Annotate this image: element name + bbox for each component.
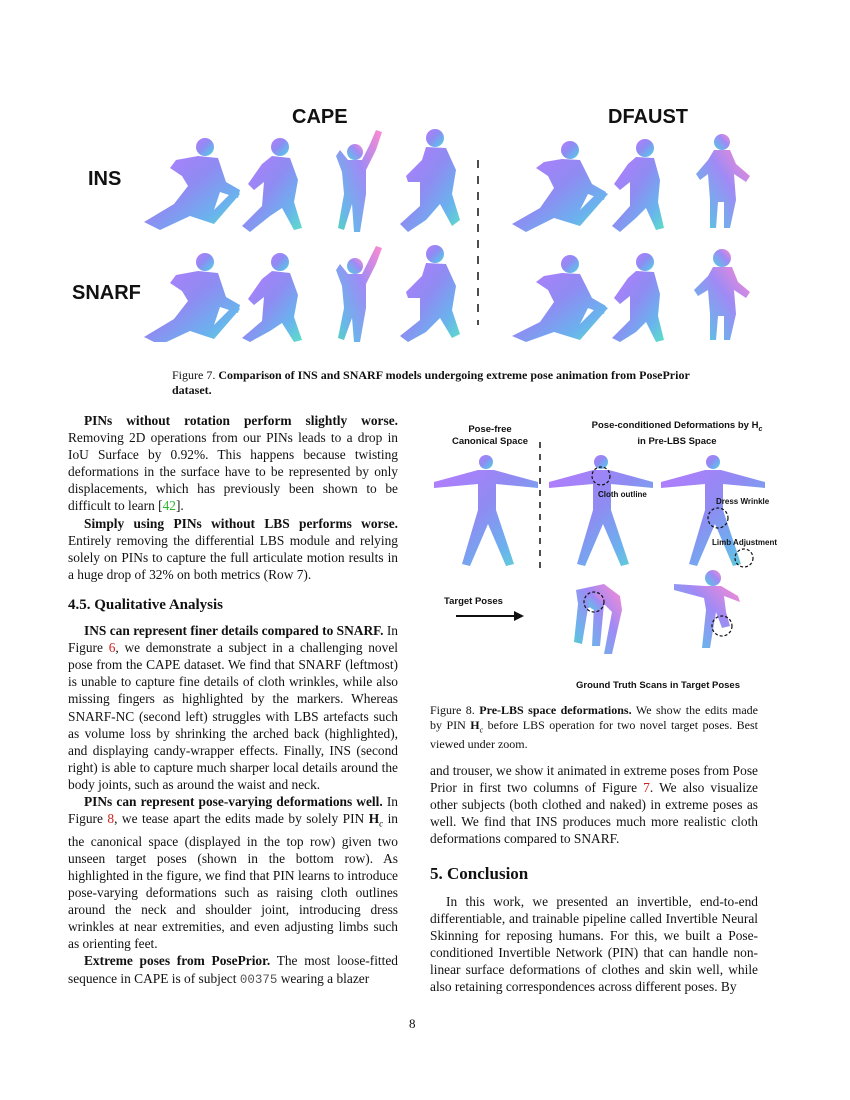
section-heading-qualitative: 4.5. Qualitative Analysis	[68, 596, 224, 613]
fig7-caption	[172, 368, 732, 398]
fig8-tpose-canonical	[434, 455, 538, 566]
fig8-label-cloth: Cloth outline	[598, 490, 647, 499]
fig7-snarf-body-1	[144, 253, 240, 342]
paragraph-pose-varying	[68, 793, 398, 953]
body-text: in the canonical space (displayed in the top row) given two unseen target poses (shown in the bottom row). As highlighted in the figure, we find that PIN learns to introduce pose-varying deformations such as raising cloth outlines around the neck and shoulder joint, introducing dress wrinkles at near extremities, and even adjusting limbs such as orienting feet.	[68, 811, 398, 952]
fig7-snarf-body-4	[400, 245, 460, 342]
fig8-target-reach	[674, 570, 740, 648]
body-text: , we demonstrate a subject in a challenging novel pose from the CAPE dataset. We find that SNARF (leftmost) is unable to capture fine details of cloth wrinkles, while also missing fingers as highlighted by the markers. Whereas SNARF-NC (second left) struggles with LBS artefacts such as volume loss by shrinking the arched back (highlighted), and displaying candy-wrapper effects. Finally, INS (second right) is able to capture much sharper local details around the body joints, such as around the waist and neck.	[68, 640, 398, 792]
body-text: In this work, we presented an invertible, end-to-end differentiable, and trainable pipeline called Invertible Neural Skinning for reposing humans. For this, we built a Pose-conditioned Invertible Network (PIN) that can handle non-linear surface deformations of clothes and skin well, while also retaining correspondences across different poses. By	[430, 893, 758, 995]
fig8-caption-prefix: Figure 8.	[430, 703, 475, 717]
bold-lead: PINs without rotation perform slightly worse.	[84, 413, 398, 428]
fig8-figure	[428, 440, 788, 680]
fig7-snarf-body-6	[612, 253, 664, 342]
fig7-header-dfaust: DFAUST	[608, 106, 688, 128]
right-column	[430, 762, 758, 995]
paragraph-finer-details	[68, 622, 398, 793]
math-subscript: c	[479, 725, 484, 735]
math-symbol: H	[368, 811, 380, 827]
fig8-label-prelbs: in Pre-LBS Space	[637, 435, 717, 447]
fig8-arrow-head	[514, 611, 524, 621]
figure-link[interactable]: 8	[107, 811, 115, 827]
bold-lead: Extreme poses from PosePrior.	[84, 953, 271, 969]
bold-lead: INS can represent finer details compared to SNARF.	[84, 623, 384, 639]
fig7-ins-body-6	[612, 139, 664, 232]
fig8-caption-bold: Pre-LBS space deformations.	[479, 703, 632, 717]
figure-link[interactable]: 6	[108, 640, 116, 656]
fig8-label-posefree: Pose-free Canonical Space	[451, 424, 529, 447]
fig8-caption	[430, 703, 758, 752]
paragraph-extreme-poses	[68, 952, 398, 988]
paragraph-conclusion	[430, 893, 758, 996]
subject-id-code: 00375	[239, 972, 278, 987]
fig8-caption-text: We show the edits made by PIN	[430, 703, 758, 732]
fig7-snarf-body-2	[242, 253, 302, 342]
fig7-caption-prefix: Figure 7.	[172, 368, 216, 382]
fig8-tpose-dress-wrinkle	[661, 455, 765, 566]
page-number: 8	[409, 1016, 416, 1031]
body-text: and trouser, we show it animated in extreme poses from Pose Prior in first two columns of Figure	[430, 763, 758, 796]
fig7-ins-body-4	[400, 129, 460, 232]
body-text: wearing a blazer	[280, 970, 370, 986]
paragraph-continued	[430, 762, 758, 847]
fig8-tpose-cloth-outline	[549, 455, 653, 566]
fig7-ins-body-2	[242, 138, 302, 232]
fig7-row-label-snarf: SNARF	[72, 282, 141, 304]
figure-link[interactable]: 7	[643, 780, 650, 796]
fig7-caption-bold: Comparison of INS and SNARF models undergoing extreme pose animation from PosePrior dataset.	[172, 368, 690, 397]
math-subscript: c	[379, 818, 384, 829]
fig8-label-posecond-sub: c	[758, 425, 763, 433]
fig8-target-bend	[574, 584, 622, 654]
body-text: Entirely removing the differential LBS module and relying solely on PINs to capture the full articulate motion results in a huge drop of 32% on both metrics (Row 7).	[68, 532, 398, 582]
fig7-row-label-ins: INS	[88, 168, 122, 190]
fig7-ins-body-5	[512, 141, 608, 232]
fig7-snarf-body-7	[694, 249, 750, 340]
citation-link[interactable]: 42	[162, 498, 176, 514]
body-text: , we tease apart the edits made by solely PIN	[114, 811, 365, 827]
fig8-label-target: Target Poses	[444, 596, 503, 607]
paragraph-no-lbs	[68, 515, 398, 583]
fig8-caption-text: before LBS operation for two novel target poses. Best viewed under zoom.	[430, 718, 759, 752]
fig8-label-limb: Limb Adjustment	[712, 538, 778, 547]
paragraph-no-rotation	[68, 412, 398, 515]
fig7-figure-grid	[130, 120, 770, 342]
body-text: . We also visualize other subjects (both clothed and naked) in extreme poses as well. We find that INS produces much more realistic cloth deformations compared to SNARF.	[430, 780, 758, 847]
fig7-ins-body-7	[696, 134, 750, 228]
fig7-snarf-body-3	[336, 246, 382, 342]
fig7-snarf-body-5	[512, 255, 608, 342]
math-symbol: H	[470, 718, 480, 732]
fig8-label-posecond-text: Pose-conditioned Deformations by H	[591, 420, 759, 431]
fig7-ins-body-1	[144, 138, 240, 230]
body-text: In Figure	[68, 623, 398, 656]
left-column	[68, 412, 398, 989]
fig8-label-gt: Ground Truth Scans in Target Poses	[576, 680, 740, 691]
fig7-header-cape: CAPE	[292, 106, 348, 128]
section-heading-conclusion: 5. Conclusion	[430, 864, 529, 884]
bold-lead: Simply using PINs without LBS performs worse.	[84, 515, 398, 531]
body-text: ].	[175, 498, 184, 514]
bold-lead: PINs can represent pose-varying deformations well.	[84, 793, 383, 809]
fig7-ins-body-3	[336, 130, 382, 232]
body-text: In Figure	[68, 793, 398, 827]
body-text: The most loose-fitted sequence in CAPE is of subject	[68, 953, 398, 986]
fig8-label-dress: Dress Wrinkle	[716, 497, 770, 506]
body-text: Removing 2D operations from our PINs leads to a drop in IoU Surface by 0.92%. This happens because twisting deformations in the surface have to be represented by only displacements, which has previously been shown to be difficult to learn [	[68, 430, 398, 514]
